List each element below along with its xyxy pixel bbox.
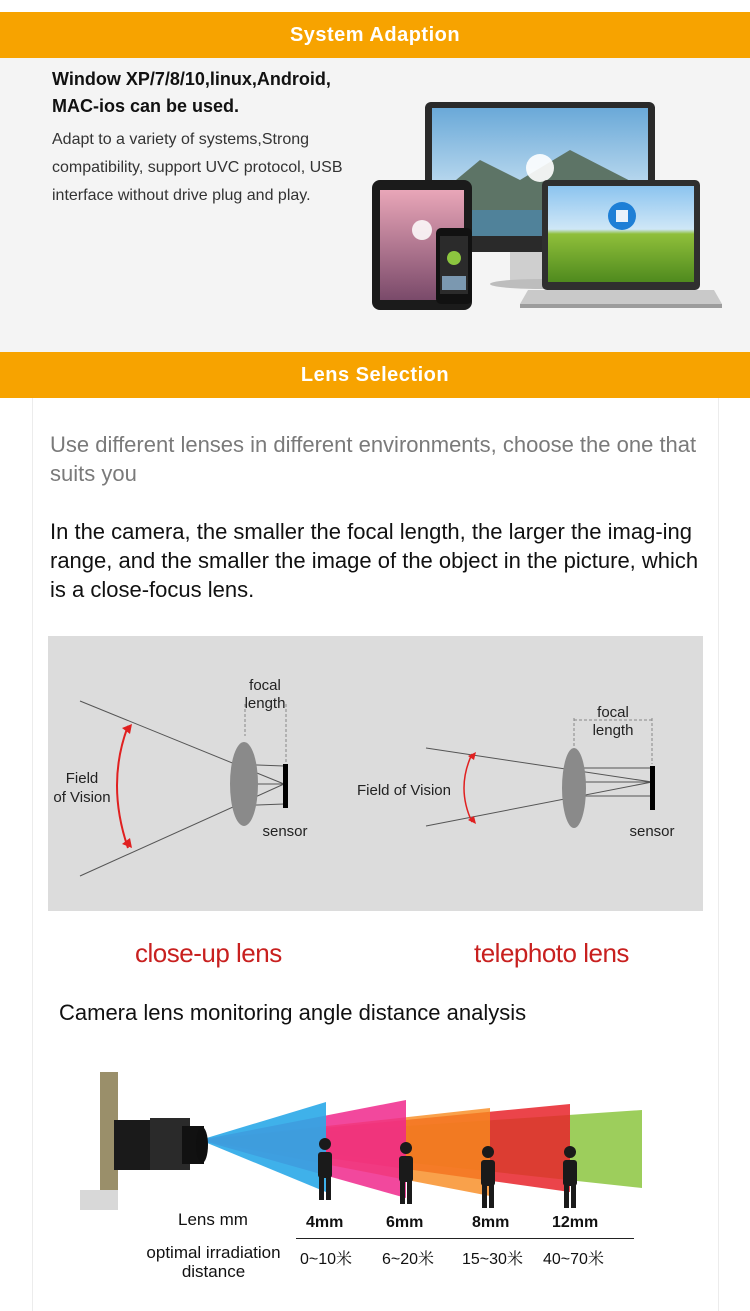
close-up-fov-line2: of Vision — [53, 789, 111, 806]
lens-mm-value: 6mm — [386, 1214, 424, 1231]
lens-mm-value: 4mm — [306, 1214, 344, 1231]
telephoto-lens-icon — [562, 748, 586, 828]
lens-distance-value: 40~70米 — [543, 1251, 604, 1268]
focal-length-diagram — [48, 636, 703, 911]
lens-angle-illustration — [70, 1040, 650, 1210]
optimal-distance-line1: optimal irradiation — [146, 1243, 281, 1262]
lens-explanation-text: In the camera, the smaller the focal length, the larger the imag-ing range, and the smaller the image of the object in the picture, which is a close-focus lens. — [50, 519, 699, 602]
close-up-sensor-label: sensor — [262, 823, 308, 840]
lens-distance-value: 6~20米 — [382, 1251, 435, 1268]
lens-intro-text: Use different lenses in different environments, choose the one that suits you — [50, 432, 697, 486]
close-up-lens-icon — [230, 742, 258, 826]
telephoto-sensor-label: sensor — [629, 823, 675, 840]
close-up-sensor-icon — [283, 764, 288, 808]
telephoto-lens-label: telephoto lens — [474, 938, 629, 968]
close-up-lens-label: close-up lens — [135, 938, 282, 968]
lens-distance-value: 15~30米 — [462, 1251, 523, 1268]
supported-systems-line1: Window XP/7/8/10,linux,Android, — [52, 69, 331, 89]
telephoto-focal-line1: focal — [597, 704, 629, 721]
optimal-distance-line2: distance — [181, 1262, 246, 1281]
telephoto-focal-line2: length — [592, 722, 634, 739]
right-border — [718, 398, 719, 1311]
close-up-focal-line1: focal — [249, 677, 281, 694]
person-icon — [563, 1146, 577, 1208]
optimal-distance-label — [136, 1243, 291, 1281]
close-up-fov-line1: Field — [65, 770, 99, 787]
beam-wide-icon — [200, 1102, 326, 1192]
supported-systems-line2: MAC-ios can be used. — [52, 96, 240, 116]
telephoto-sensor-icon — [650, 766, 655, 810]
left-border — [32, 398, 33, 1311]
lens-mm-value: 12mm — [552, 1214, 599, 1231]
lens-mm-label: Lens mm — [178, 1210, 248, 1229]
supported-systems-heading — [52, 66, 331, 120]
person-icon — [481, 1146, 495, 1208]
close-up-focal-line2: length — [244, 695, 286, 712]
system-adaption-title: System Adaption — [289, 23, 461, 46]
analysis-title: Camera lens monitoring angle distance analysis — [59, 1000, 527, 1025]
camera-module-icon — [80, 1072, 208, 1210]
system-adaption-description: Adapt to a variety of systems,Strong compatibility, support UVC protocol, USB interface without drive plug and play. — [52, 131, 343, 204]
lens-distance-value: 0~10米 — [300, 1251, 353, 1268]
devices-illustration — [370, 40, 730, 325]
lens-selection-title: Lens Selection — [300, 363, 450, 386]
table-divider — [296, 1238, 634, 1239]
lens-selection-banner — [0, 352, 750, 398]
telephoto-fov-label: Field of Vision — [357, 782, 451, 799]
lens-mm-value: 8mm — [472, 1214, 510, 1231]
phone-icon — [436, 228, 472, 304]
laptop-icon — [520, 180, 722, 308]
